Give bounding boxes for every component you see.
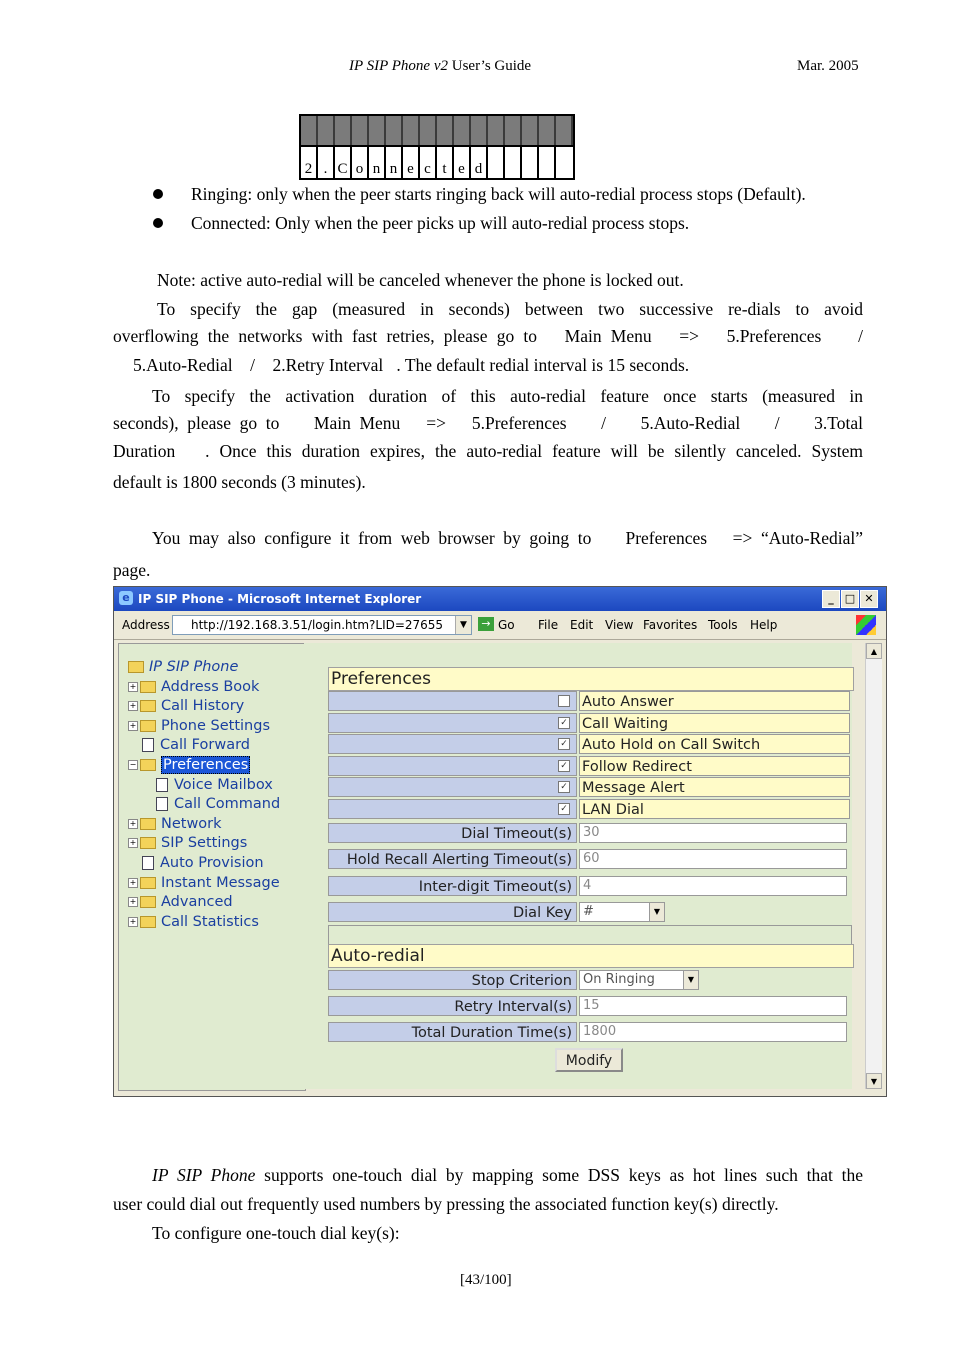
hold-recall-input[interactable]: 60 xyxy=(579,849,847,869)
stop-criterion-label: Stop Criterion xyxy=(328,970,577,990)
folder-icon xyxy=(140,681,156,693)
lcd-cell: c xyxy=(420,147,437,178)
total-duration-label: Total Duration Time(s) xyxy=(328,1022,577,1042)
lcd-cell: e xyxy=(403,147,420,178)
expand-icon[interactable]: + xyxy=(129,701,137,710)
row-label xyxy=(328,756,577,776)
minimize-icon[interactable]: _ xyxy=(822,590,840,608)
lcd-cell xyxy=(301,116,318,145)
message-alert-label: Message Alert xyxy=(579,777,850,797)
call-waiting-row xyxy=(328,713,850,733)
folder-icon xyxy=(140,720,156,732)
lcd-cell xyxy=(556,116,573,145)
tree-item-advanced[interactable]: + Advanced xyxy=(129,894,233,910)
lcd-cell xyxy=(454,116,471,145)
auto-answer-row xyxy=(328,691,850,711)
lcd-cell xyxy=(505,147,522,178)
lcd-cell xyxy=(352,116,369,145)
expand-icon[interactable]: + xyxy=(129,838,137,847)
lcd-cell: C xyxy=(335,147,352,178)
tree-item-call-command[interactable]: Call Command xyxy=(156,796,280,812)
menu-help[interactable]: Help xyxy=(750,618,778,632)
expand-icon[interactable]: + xyxy=(129,819,137,828)
dss-line-3: To configure one-touch dial key(s): xyxy=(152,1223,400,1243)
folder-icon xyxy=(140,818,156,830)
bullet-connected: Connected: Only when the peer picks up will auto-redial process stops. xyxy=(191,213,690,233)
maximize-icon[interactable]: □ xyxy=(841,590,859,608)
total-duration-input[interactable]: 1800 xyxy=(579,1022,847,1042)
auto-answer-checkbox[interactable] xyxy=(558,695,570,707)
inter-digit-row xyxy=(328,876,850,896)
modify-button[interactable]: Modify xyxy=(555,1048,623,1072)
row-label xyxy=(328,713,577,733)
bullet-dot xyxy=(153,189,163,199)
tree-item-preferences[interactable]: − Preferences xyxy=(129,757,249,773)
windows-logo-icon xyxy=(856,615,876,635)
lcd-cell: n xyxy=(369,147,386,178)
folder-icon xyxy=(140,837,156,849)
scroll-up-icon[interactable]: ▲ xyxy=(866,643,882,659)
lcd-cell xyxy=(522,116,539,145)
vertical-scrollbar[interactable] xyxy=(865,643,882,1089)
expand-icon[interactable]: + xyxy=(129,682,137,691)
close-icon[interactable]: ✕ xyxy=(860,590,878,608)
row-label xyxy=(328,777,577,797)
tree-item-auto-provision[interactable]: Auto Provision xyxy=(142,855,264,871)
folder-icon xyxy=(140,916,156,928)
scroll-down-icon[interactable]: ▼ xyxy=(866,1073,882,1089)
address-input[interactable] xyxy=(172,615,472,635)
duration-line-2: seconds), please go to Main Menu => 5.Preferences / 5.Auto-Redial / 3.Total xyxy=(113,413,863,433)
folder-icon xyxy=(140,896,156,908)
follow-redirect-row xyxy=(328,756,850,776)
window-titlebar xyxy=(114,587,886,611)
call-waiting-checkbox[interactable]: ✓ xyxy=(558,717,570,729)
lcd-cell xyxy=(420,116,437,145)
gap-line-1: To specify the gap (measured in seconds) between two successive re-dials to avoid xyxy=(157,299,863,319)
duration-line-4: default is 1800 seconds (3 minutes). xyxy=(113,472,366,492)
lcd-cell xyxy=(386,116,403,145)
lcd-cell xyxy=(488,116,505,145)
tree-item-network[interactable]: + Network xyxy=(129,816,222,832)
row-label xyxy=(328,799,577,819)
page-icon xyxy=(142,738,154,752)
expand-icon[interactable]: + xyxy=(129,878,137,887)
lan-dial-label: LAN Dial xyxy=(579,799,850,819)
note-text: Note: active auto-redial will be canceled whenever the phone is locked out. xyxy=(157,270,684,290)
menu-file[interactable]: File xyxy=(538,618,559,632)
follow-redirect-checkbox[interactable]: ✓ xyxy=(558,760,570,772)
web-line-2: page. xyxy=(113,560,151,580)
lcd-cell xyxy=(335,116,352,145)
gap-line-3: 5.Auto-Redial / 2.Retry Interval . The default redial interval is 15 seconds. xyxy=(133,355,690,375)
running-header-title: IP SIP Phone v2 User’s Guide xyxy=(349,58,532,74)
folder-open-icon xyxy=(140,759,156,771)
window-title: IP SIP Phone - Microsoft Internet Explorer xyxy=(138,592,422,606)
lcd-cell: . xyxy=(318,147,335,178)
stop-criterion-select[interactable]: On Ringing ▼ xyxy=(579,970,699,990)
address-toolbar xyxy=(114,611,886,640)
retry-interval-row xyxy=(328,996,850,1016)
browser-screenshot xyxy=(113,586,887,1097)
lcd-cell: e xyxy=(454,147,471,178)
dial-timeout-row xyxy=(328,823,850,843)
lcd-cell xyxy=(403,116,420,145)
menu-tools[interactable]: Tools xyxy=(708,618,738,632)
page-number: [43/100] xyxy=(460,1272,512,1288)
menu-favorites[interactable]: Favorites xyxy=(643,618,698,632)
page-icon xyxy=(156,797,168,811)
auto-hold-label: Auto Hold on Call Switch xyxy=(579,734,850,754)
collapse-icon[interactable]: − xyxy=(129,760,137,769)
lcd-cell xyxy=(522,147,539,178)
menu-view[interactable]: View xyxy=(605,618,634,632)
lcd-cell: t xyxy=(437,147,454,178)
chevron-down-icon[interactable]: ▼ xyxy=(649,903,664,921)
hold-recall-label: Hold Recall Alerting Timeout(s) xyxy=(328,849,577,869)
lcd-cell: 2 xyxy=(301,147,318,178)
tree-item-call-statistics[interactable]: + Call Statistics xyxy=(129,914,259,930)
retry-interval-input[interactable]: 15 xyxy=(579,996,847,1016)
retry-interval-label: Retry Interval(s) xyxy=(328,996,577,1016)
message-alert-row xyxy=(328,777,850,797)
total-duration-row xyxy=(328,1022,850,1042)
duration-line-1: To specify the activation duration of this auto-redial feature once starts (measured in xyxy=(152,386,863,406)
duration-line-3: Duration . Once this duration expires, the auto-redial feature will be silently canceled. System xyxy=(113,441,863,461)
running-header-date: Mar. 2005 xyxy=(797,58,859,74)
chevron-down-icon[interactable]: ▼ xyxy=(683,971,698,989)
lcd-cell: o xyxy=(352,147,369,178)
lcd-cell xyxy=(369,116,386,145)
go-button[interactable]: Go xyxy=(498,618,515,632)
expand-icon[interactable]: + xyxy=(129,721,137,730)
tree-item-call-history[interactable]: + Call History xyxy=(129,698,245,714)
gap-line-2: overflowing the networks with fast retries, please go to Main Menu => 5.Preferences / xyxy=(113,326,863,346)
dss-line-2: user could dial out frequently used numbers by pressing the associated function key(s) directly. xyxy=(113,1194,779,1214)
lcd-cell xyxy=(318,116,335,145)
lcd-cell xyxy=(556,147,571,178)
lcd-top-row xyxy=(301,116,573,147)
folder-icon xyxy=(140,700,156,712)
bullet-dot xyxy=(153,218,163,228)
tree-item-sip-settings[interactable]: + SIP Settings xyxy=(129,835,248,851)
dial-timeout-input[interactable]: 30 xyxy=(579,823,847,843)
lcd-cell xyxy=(471,116,488,145)
auto-answer-label: Auto Answer xyxy=(579,691,850,711)
tree-item-call-forward[interactable]: Call Forward xyxy=(142,737,250,753)
tree-item-address-book[interactable]: + Address Book xyxy=(129,679,260,695)
tree-item-phone-settings[interactable]: + Phone Settings xyxy=(129,718,270,734)
follow-redirect-label: Follow Redirect xyxy=(579,756,850,776)
dial-key-row xyxy=(328,902,850,922)
tree-item-instant-message[interactable]: + Instant Message xyxy=(129,875,280,891)
tree-item-voice-mailbox[interactable]: Voice Mailbox xyxy=(156,777,273,793)
expand-icon[interactable]: + xyxy=(129,897,137,906)
folder-open-icon xyxy=(128,661,144,673)
ie-icon: e xyxy=(119,591,133,605)
menu-edit[interactable]: Edit xyxy=(570,618,594,632)
address-url: http://192.168.3.51/login.htm?LID=27655 xyxy=(191,618,444,632)
dial-key-label: Dial Key xyxy=(328,902,577,922)
expand-icon[interactable]: + xyxy=(129,917,137,926)
lan-dial-checkbox[interactable]: ✓ xyxy=(558,803,570,815)
dial-timeout-label: Dial Timeout(s) xyxy=(328,823,577,843)
lcd-bottom-row xyxy=(301,147,573,178)
lcd-cell xyxy=(505,116,522,145)
message-alert-checkbox[interactable]: ✓ xyxy=(558,781,570,793)
row-label xyxy=(328,734,577,754)
tree-root[interactable]: IP SIP Phone xyxy=(128,659,238,675)
auto-redial-heading: Auto-redial xyxy=(328,944,854,968)
lcd-cell: n xyxy=(386,147,403,178)
web-line-1: You may also configure it from web browser by going to Preferences => “Auto-Redial” xyxy=(152,528,863,548)
lcd-cell xyxy=(437,116,454,145)
lcd-cell xyxy=(539,147,556,178)
preferences-heading: Preferences xyxy=(328,667,854,691)
chevron-down-icon[interactable]: ▼ xyxy=(455,616,471,634)
lcd-display xyxy=(299,114,575,180)
call-waiting-label: Call Waiting xyxy=(579,713,850,733)
folder-icon xyxy=(140,877,156,889)
hold-recall-row xyxy=(328,849,850,869)
stop-criterion-row xyxy=(328,970,850,990)
inter-digit-input[interactable]: 4 xyxy=(579,876,847,896)
dial-key-select[interactable]: # ▼ xyxy=(579,902,665,922)
go-arrow-icon[interactable]: → xyxy=(478,617,494,631)
dss-line-1: IP SIP Phone supports one-touch dial by mapping some DSS keys as hot lines such that the xyxy=(152,1165,864,1185)
bullet-ringing: Ringing: only when the peer starts ringing back will auto-redial process stops (Default). xyxy=(191,184,806,204)
lan-dial-row xyxy=(328,799,850,819)
spacer-row xyxy=(328,925,852,945)
row-label xyxy=(328,691,577,711)
lcd-cell xyxy=(539,116,556,145)
lcd-cell xyxy=(488,147,505,178)
inter-digit-label: Inter-digit Timeout(s) xyxy=(328,876,577,896)
lcd-cell: d xyxy=(471,147,488,178)
auto-hold-row xyxy=(328,734,850,754)
page-icon xyxy=(156,778,168,792)
auto-hold-checkbox[interactable]: ✓ xyxy=(558,738,570,750)
address-label: Address xyxy=(122,618,170,632)
page-icon xyxy=(142,856,154,870)
